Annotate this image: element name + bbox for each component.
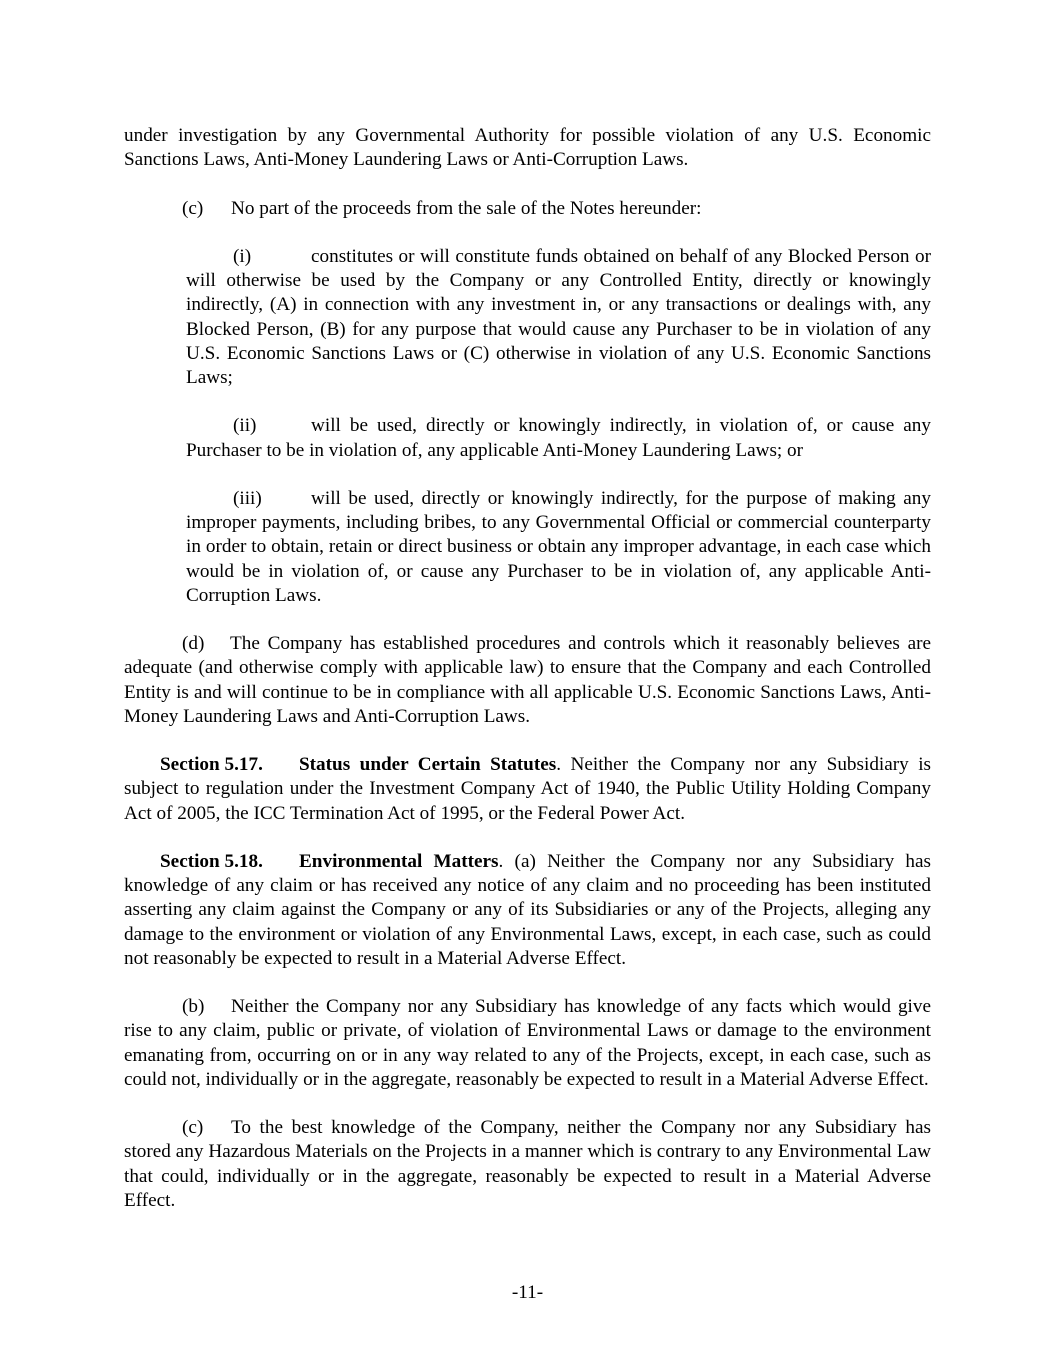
section-5-17 <box>124 753 931 826</box>
paragraph-5-18-b <box>124 995 931 1092</box>
paragraph-c <box>124 197 931 221</box>
document-page <box>124 124 931 1213</box>
paragraph-d <box>124 632 931 729</box>
section-5-17-title: Status under Certain Statutes <box>299 754 557 776</box>
item-i-text: constitutes or will constitute funds obtained on behalf of any Blocked Person or will otherwise be used by the Company or any Controlled Entity, directly or knowingly indirectly, (A) in connection with any investment in, or any transactions or dealings with, any Blocked Person, (B) for any purpose that would cause any Purchaser to be in violation of any U.S. Economic Sanctions Laws or (C) otherwise in violation of any U.S. Economic Sanctions Laws; <box>186 245 931 388</box>
section-5-17-text: . Neither the Company nor any Subsidiary is subject to regulation under the Investment Company Act of 1940, the Public Utility Holding Company Act of 2005, the ICC Termination Act of 1995, or the Federal Power Act. <box>124 754 931 824</box>
page-number: -11- <box>511 1282 544 1303</box>
section-5-18-number: Section 5.18. <box>160 850 263 872</box>
section-5-18-text: . (a) Neither the Company nor any Subsidiary has knowledge of any claim or has received any notice of any claim and no proceeding has been instituted asserting any claim against the Company or any of its Subsidiaries or any of the Projects, alleging any damage to the environment or violation of any Environmental Laws, except, in each case, such as could not reasonably be expected to result in a Material Adverse Effect. <box>124 850 931 969</box>
item-i-label: (i) <box>233 245 252 267</box>
paragraph-d-label: (d) <box>182 633 205 655</box>
section-5-18-title: Environmental Matters <box>299 850 499 872</box>
paragraph-c-label: (c) <box>182 197 204 219</box>
paragraph-5-18-b-label: (b) <box>182 996 205 1018</box>
item-ii <box>186 414 931 462</box>
item-ii-label: (ii) <box>233 415 257 437</box>
paragraph-5-18-b-text: Neither the Company nor any Subsidiary has knowledge of any facts which would give rise to any claim, public or private, of violation of Environmental Laws or damage to the environment emanating from, occurring on or in any way related to any of the Projects, except, in each case, such as could not, individually or in the aggregate, reasonably be expected to result in a Material Adverse Effect. <box>124 996 931 1090</box>
item-i <box>186 245 931 390</box>
section-5-17-number: Section 5.17. <box>160 754 263 776</box>
item-iii <box>186 487 931 608</box>
paragraph-5-18-c-label: (c) <box>182 1117 204 1139</box>
paragraph-5-18-c <box>124 1116 931 1213</box>
continuation-paragraph: under investigation by any Governmental Authority for possible violation of any U.S. Economic Sanctions Laws, Anti-Money Laundering Laws or Anti-Corruption Laws. <box>124 125 931 171</box>
item-iii-label: (iii) <box>233 487 262 509</box>
section-5-18 <box>124 850 931 971</box>
paragraph-c-text: No part of the proceeds from the sale of the Notes hereunder: <box>231 197 702 219</box>
item-iii-text: will be used, directly or knowingly indirectly, for the purpose of making any improper payments, including bribes, to any Governmental Official or commercial counterparty in order to obtain, retain or direct business or obtain any improper advantage, in each case which would be in violation of, or cause any Purchaser to be in violation of, any applicable Anti-Corruption Laws. <box>186 487 931 606</box>
paragraph-5-18-c-text: To the best knowledge of the Company, neither the Company nor any Subsidiary has stored any Hazardous Materials on the Projects in a manner which is contrary to any Environmental Law that could, individually or in the aggregate, reasonably be expected to result in a Material Adverse Effect. <box>124 1117 931 1211</box>
paragraph-d-text: The Company has established procedures and controls which it reasonably believes are adequate (and otherwise comply with applicable law) to ensure that the Company and each Controlled Entity is and will continue to be in compliance with all applicable U.S. Economic Sanctions Laws, Anti-Money Laundering Laws and Anti-Corruption Laws. <box>124 633 931 727</box>
item-ii-text: will be used, directly or knowingly indirectly, in violation of, or cause any Purchaser to be in violation of, any applicable Anti-Money Laundering Laws; or <box>186 415 931 461</box>
